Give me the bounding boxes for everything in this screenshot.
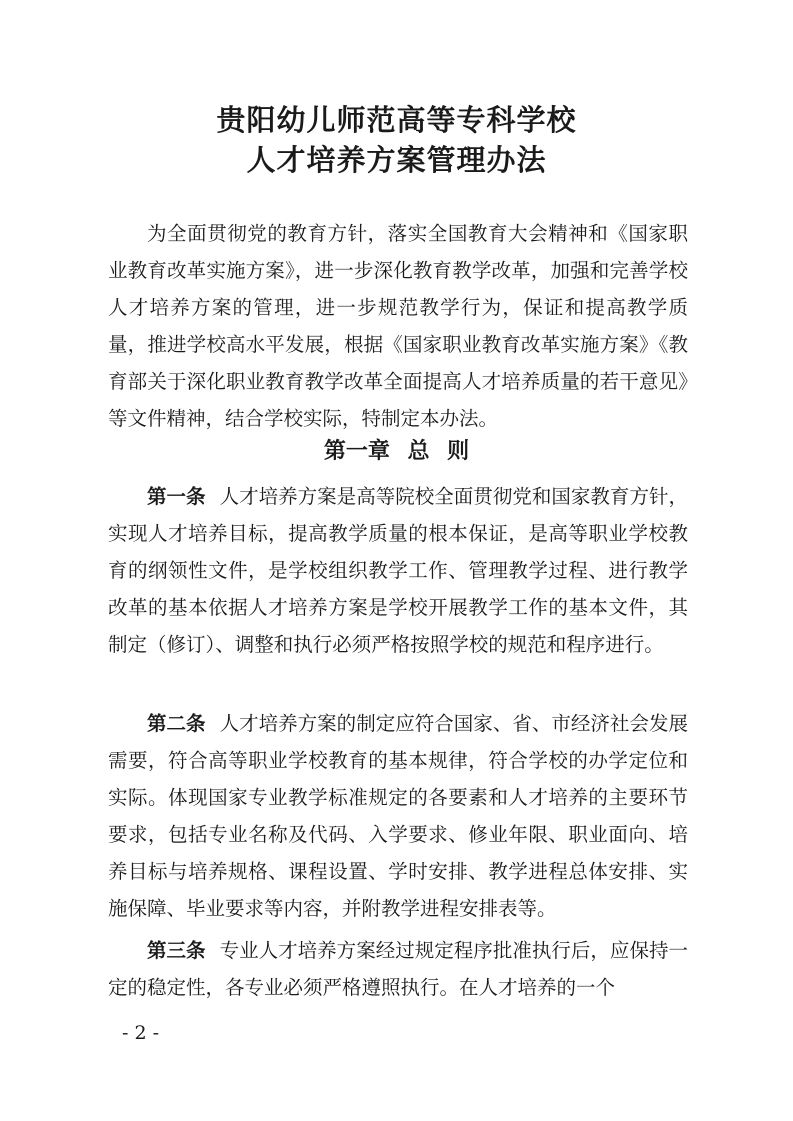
article-2-label: 第二条 xyxy=(147,712,206,735)
article-3-label: 第三条 xyxy=(147,939,206,962)
article-3-text: 专业人才培养方案经过规定程序批准执行后，应保持一定的稳定性，各专业必须严格遵照执行。在人才培养的一个 xyxy=(108,939,688,999)
preamble-paragraph: 为全面贯彻党的教育方针，落实全国教育大会精神和《国家职业教育改革实施方案》，进一步深化教育教学改革，加强和完善学校人才培养方案的管理，进一步规范教学行为，保证和提高教学质量，推进学校高水平发展，根据《国家职业教育改革实施方案》《教育部关于深化职业教育教学改革全面提高人才培养质量的若干意见》等文件精神，结合学校实际，特制定本办法。 xyxy=(108,222,688,430)
article-2 xyxy=(108,705,688,927)
article-2-text: 人才培养方案的制定应符合国家、省、市经济社会发展需要，符合高等职业学校教育的基本规律，符合学校的办学定位和实际。体现国家专业教学标准规定的各要素和人才培养的主要环节要求，包括专业名称及代码、入学要求、修业年限、职业面向、培养目标与培养规格、课程设置、学时安排、教学进程总体安排、实施保障、毕业要求等内容，并附教学进程安排表等。 xyxy=(108,712,688,920)
page-number: - 2 - xyxy=(122,1022,160,1044)
document-title-line1: 贵阳幼儿师范高等专科学校 xyxy=(216,103,577,137)
document-title-line2: 人才培养方案管理办法 xyxy=(246,143,547,177)
article-1-text: 人才培养方案是高等院校全面贯彻党和国家教育方针，实现人才培养目标，提高教学质量的根本保证，是高等职业学校教育的纲领性文件，是学校组织教学工作、管理教学过程、进行教学改革的基本依据人才培养方案是学校开展教学工作的基本文件，其制定（修订）、调整和执行必须严格按照学校的规范和程序进行。 xyxy=(108,485,688,656)
article-1-label: 第一条 xyxy=(147,485,206,508)
article-3 xyxy=(108,932,688,1006)
article-1 xyxy=(108,478,688,663)
chapter-heading: 第一章 总 则 xyxy=(323,438,470,464)
